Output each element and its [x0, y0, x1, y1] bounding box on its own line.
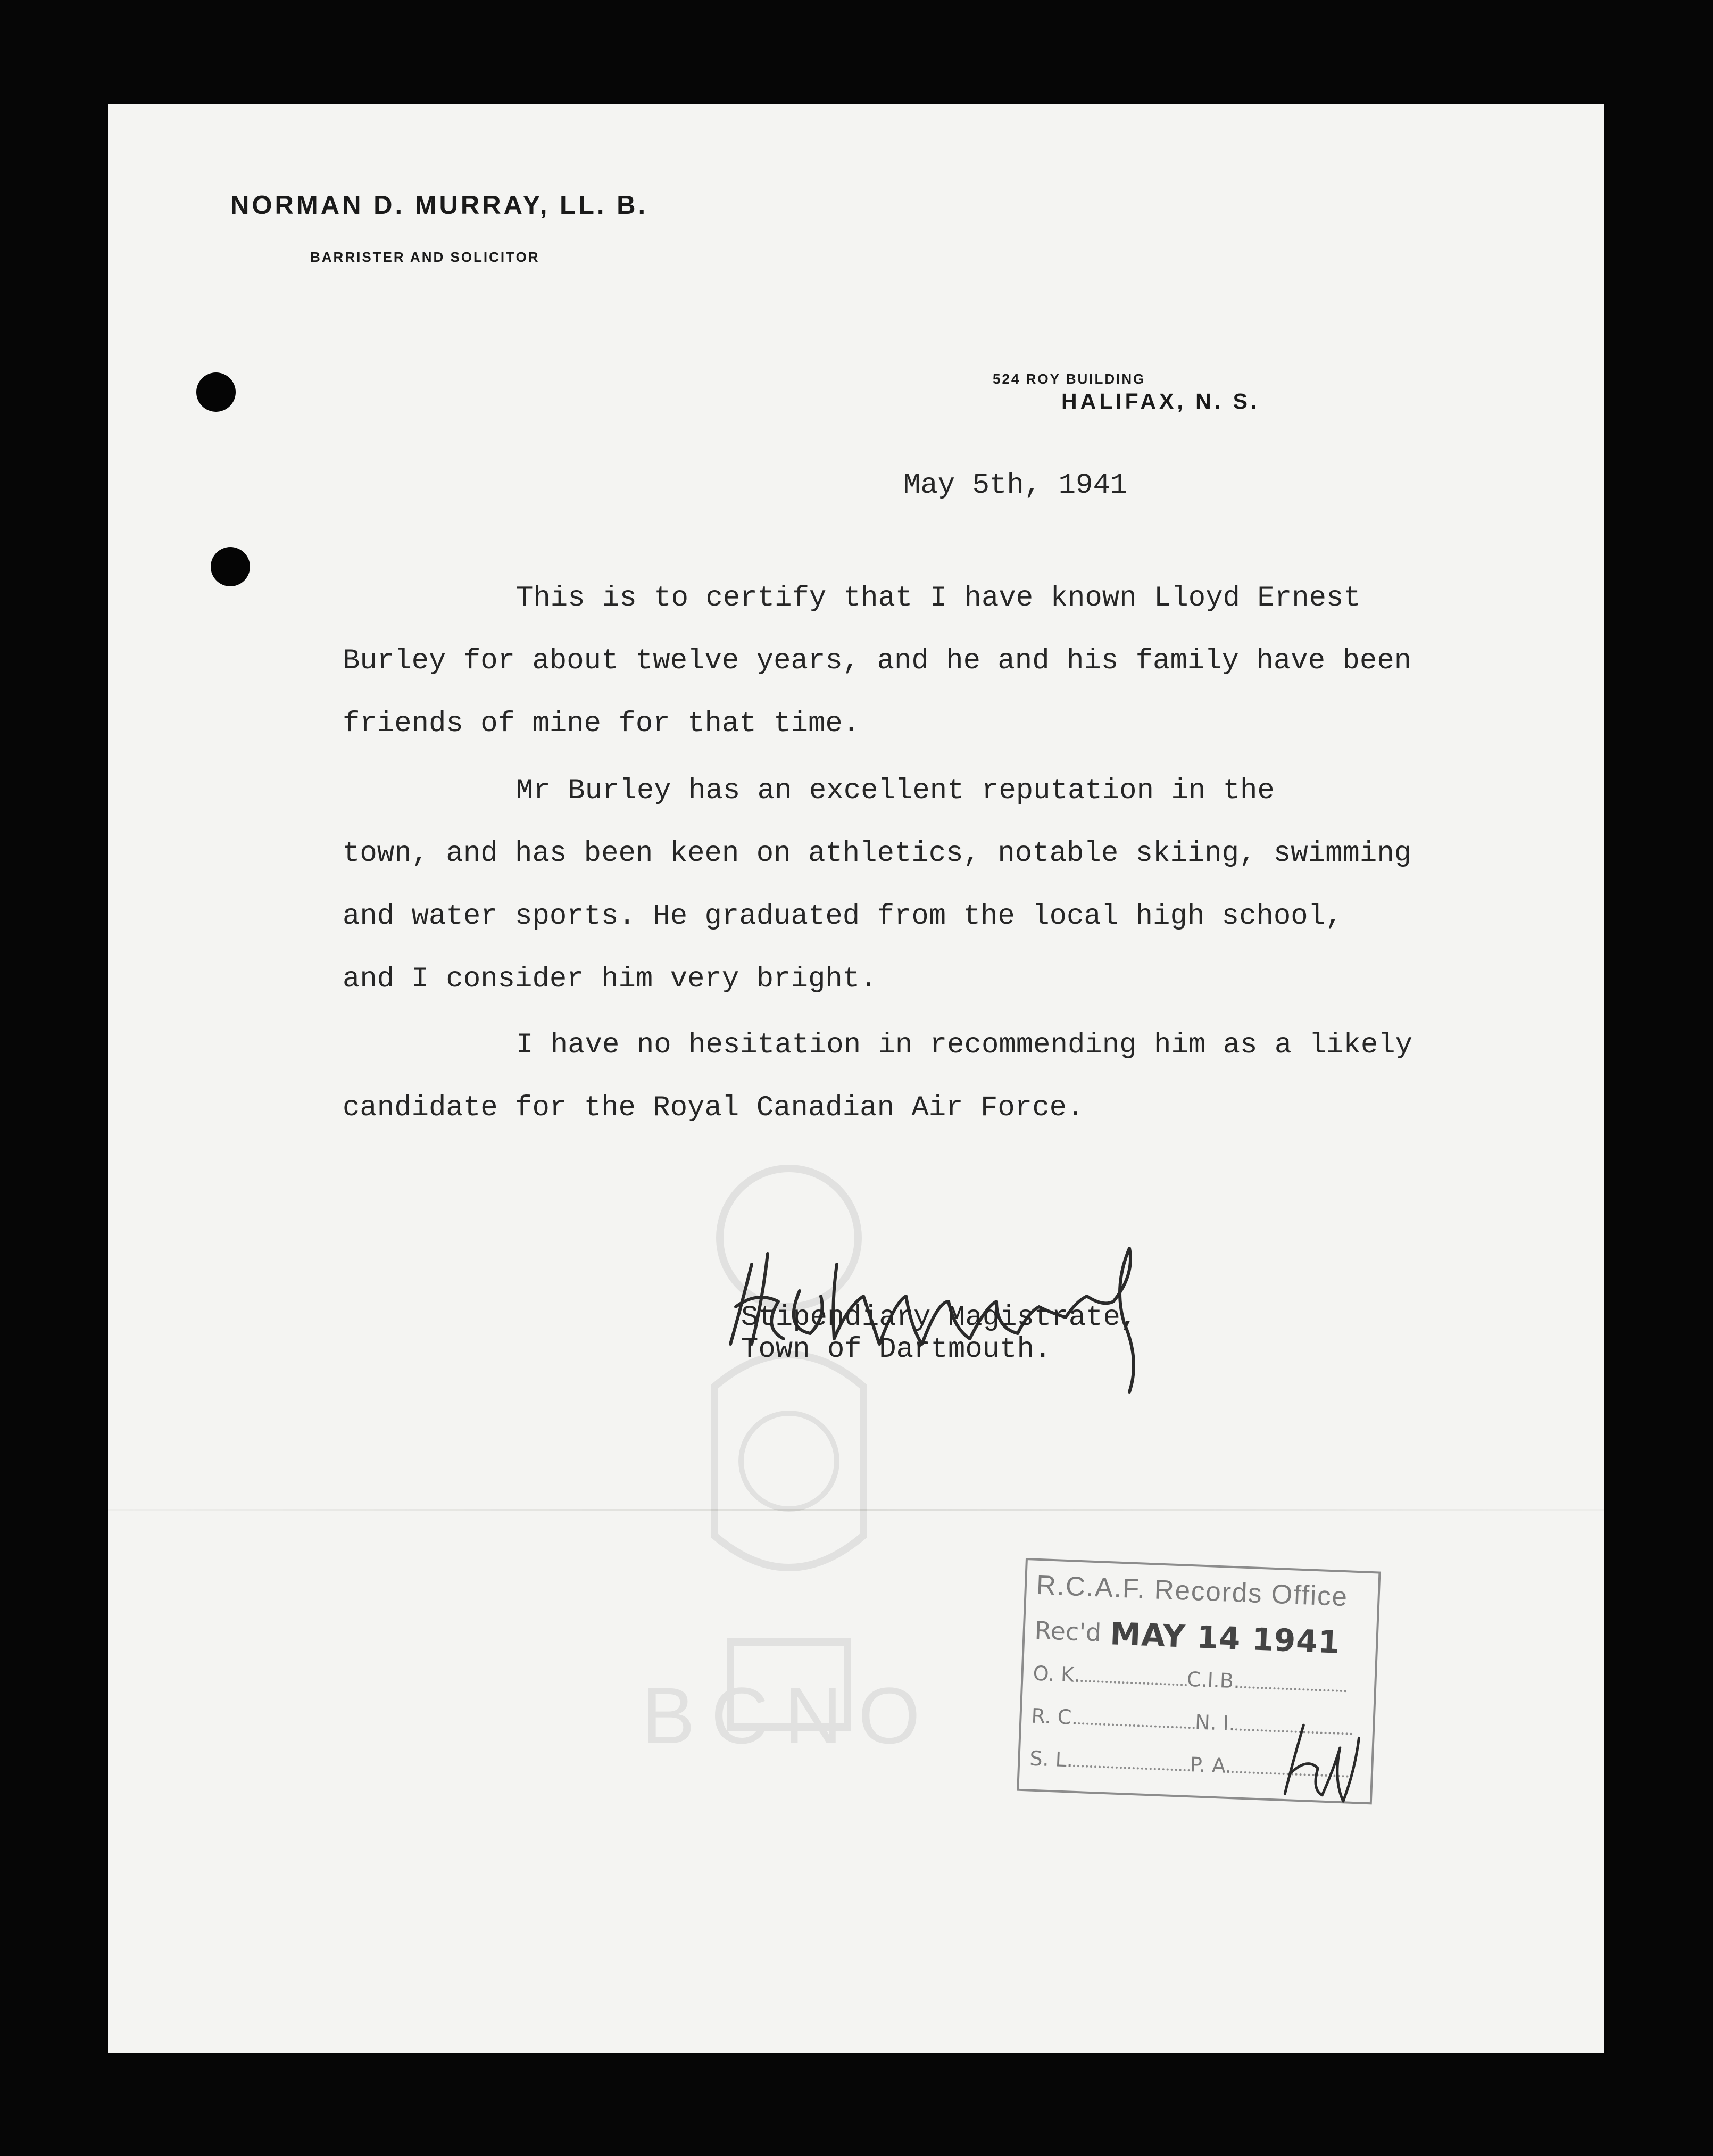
body-line: I have no hesitation in recommending him as a likely — [516, 1029, 1413, 1062]
signer-title-line1: Stipendiary Magistrate, — [741, 1301, 1138, 1334]
body-line: town, and has been keen on athletics, notable skiing, swimming — [343, 837, 1412, 870]
body-line: Burley for about twelve years, and he and his family have been — [343, 645, 1412, 677]
letterhead-address-line2: HALIFAX, N. S. — [1061, 389, 1260, 413]
svg-text:BCNO: BCNO — [642, 1671, 936, 1760]
stamp-row1-left: O. K. — [1032, 1661, 1082, 1687]
stamp-row3-right: P. A. — [1190, 1753, 1233, 1778]
body-line: and water sports. He graduated from the local high school, — [343, 900, 1343, 933]
punch-hole-top — [196, 372, 236, 412]
stamp-initials — [1269, 1713, 1368, 1807]
stamp-row1-right: C.I.B. — [1186, 1667, 1241, 1693]
punch-hole-bottom — [211, 547, 250, 586]
stamp-row2-right: N. I. — [1194, 1710, 1236, 1736]
letter-paper — [108, 104, 1604, 2053]
body-line: candidate for the Royal Canadian Air Force. — [343, 1092, 1084, 1124]
body-line: friends of mine for that time. — [343, 708, 860, 740]
signature — [720, 1168, 1230, 1424]
stamp-row3-left: S. L. — [1029, 1746, 1074, 1772]
stamp-row2-left: R. C. — [1030, 1704, 1079, 1729]
letterhead-name: NORMAN D. MURRAY, LL. B. — [230, 191, 648, 220]
stamp-row-1 — [1033, 1662, 1347, 1697]
body-line: and I consider him very bright. — [343, 963, 877, 996]
stamp-title: R.C.A.F. Records Office — [1035, 1569, 1349, 1612]
body-line: This is to certify that I have known Lloyd Ernest — [516, 582, 1361, 615]
signer-title-line2: Town of Dartmouth. — [741, 1333, 1052, 1366]
letter-date: May 5th, 1941 — [903, 469, 1128, 502]
records-office-stamp — [1017, 1558, 1381, 1804]
stamp-recd-label: Rec'd — [1034, 1615, 1102, 1647]
letterhead-subtitle: BARRISTER AND SOLICITOR — [310, 249, 540, 265]
stamp-date: MAY 14 1941 — [1109, 1615, 1341, 1661]
body-line: Mr Burley has an excellent reputation in the — [516, 775, 1275, 807]
letterhead-address-line1: 524 ROY BUILDING — [993, 371, 1146, 387]
